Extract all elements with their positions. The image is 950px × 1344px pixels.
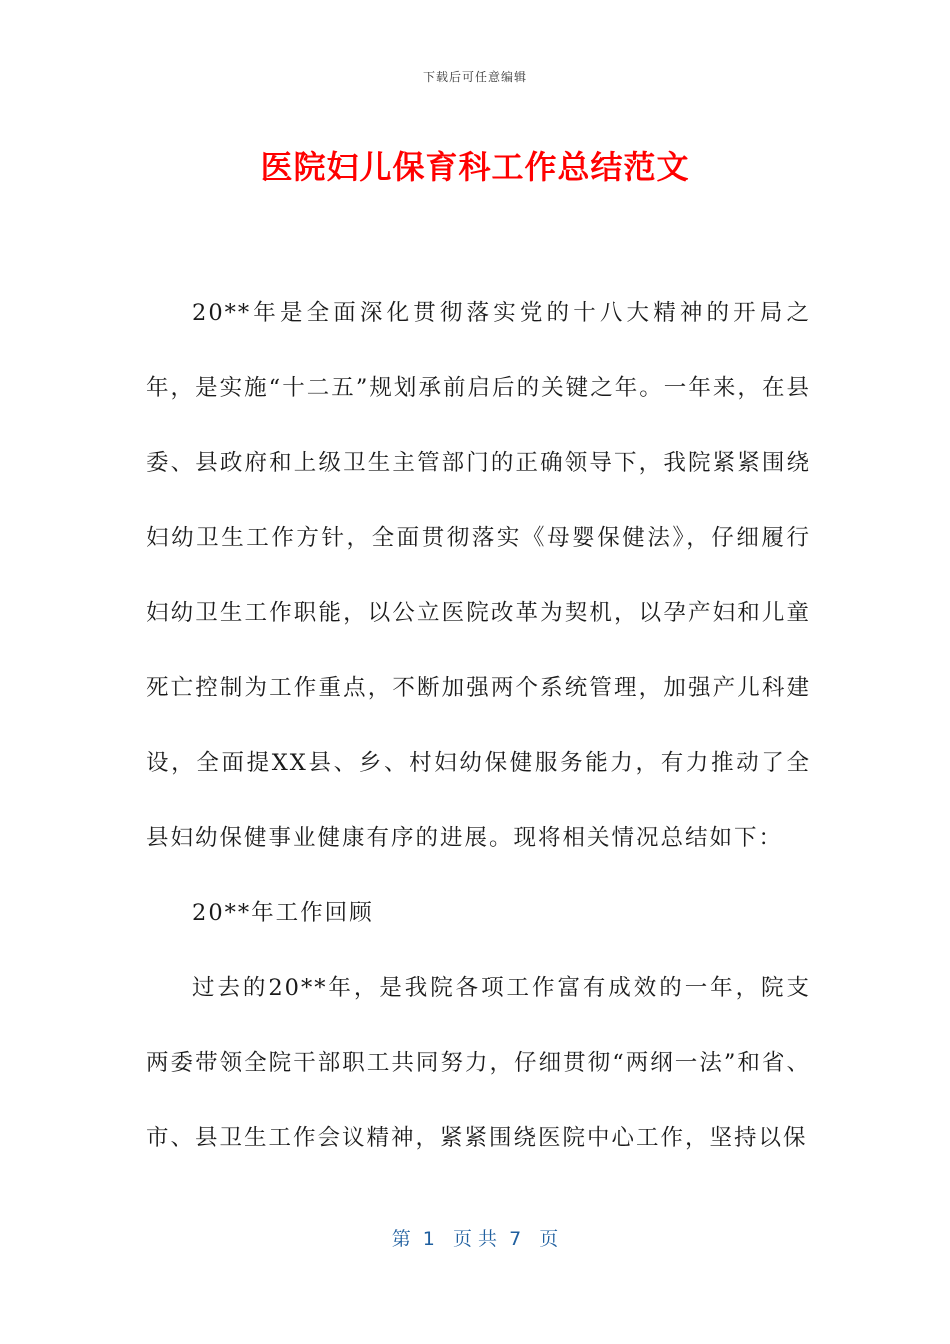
page-number: 第 1 页 共 7 页 (391, 1228, 559, 1250)
section-heading: 20**年工作回顾 (192, 900, 374, 926)
paragraph-intro: 20**年是全面深化贯彻落实党的十八大精神的开局之年，是实施“十二五”规划承前启后的关键之年。一年来，在县委、县政府和上级卫生主管部门的正确领导下，我院紧紧围绕妇幼卫生工作方针，全面贯彻落实《母婴保健法》，仔细履行妇幼卫生工作职能，以公立医院改革为契机，以孕产妇和儿童死亡控制为工作重点，不断加强两个系统管理，加强产儿科建设，全面提XX县、乡、村妇幼保健服务能力，有力推动了全县妇幼保健事业健康有序的进展。现将相关情况总结如下： (146, 300, 811, 851)
paragraph-review: 过去的20**年，是我院各项工作富有成效的一年，院支两委带领全院干部职工共同努力，仔细贯彻“两纲一法”和省、市、县卫生工作会议精神，紧紧围绕医院中心工作，坚持以保 (146, 975, 811, 1151)
document-body (146, 276, 811, 1176)
document-title: 医院妇儿保育科工作总结范文 (260, 148, 690, 186)
header-note: 下载后可任意编辑 (422, 70, 527, 84)
